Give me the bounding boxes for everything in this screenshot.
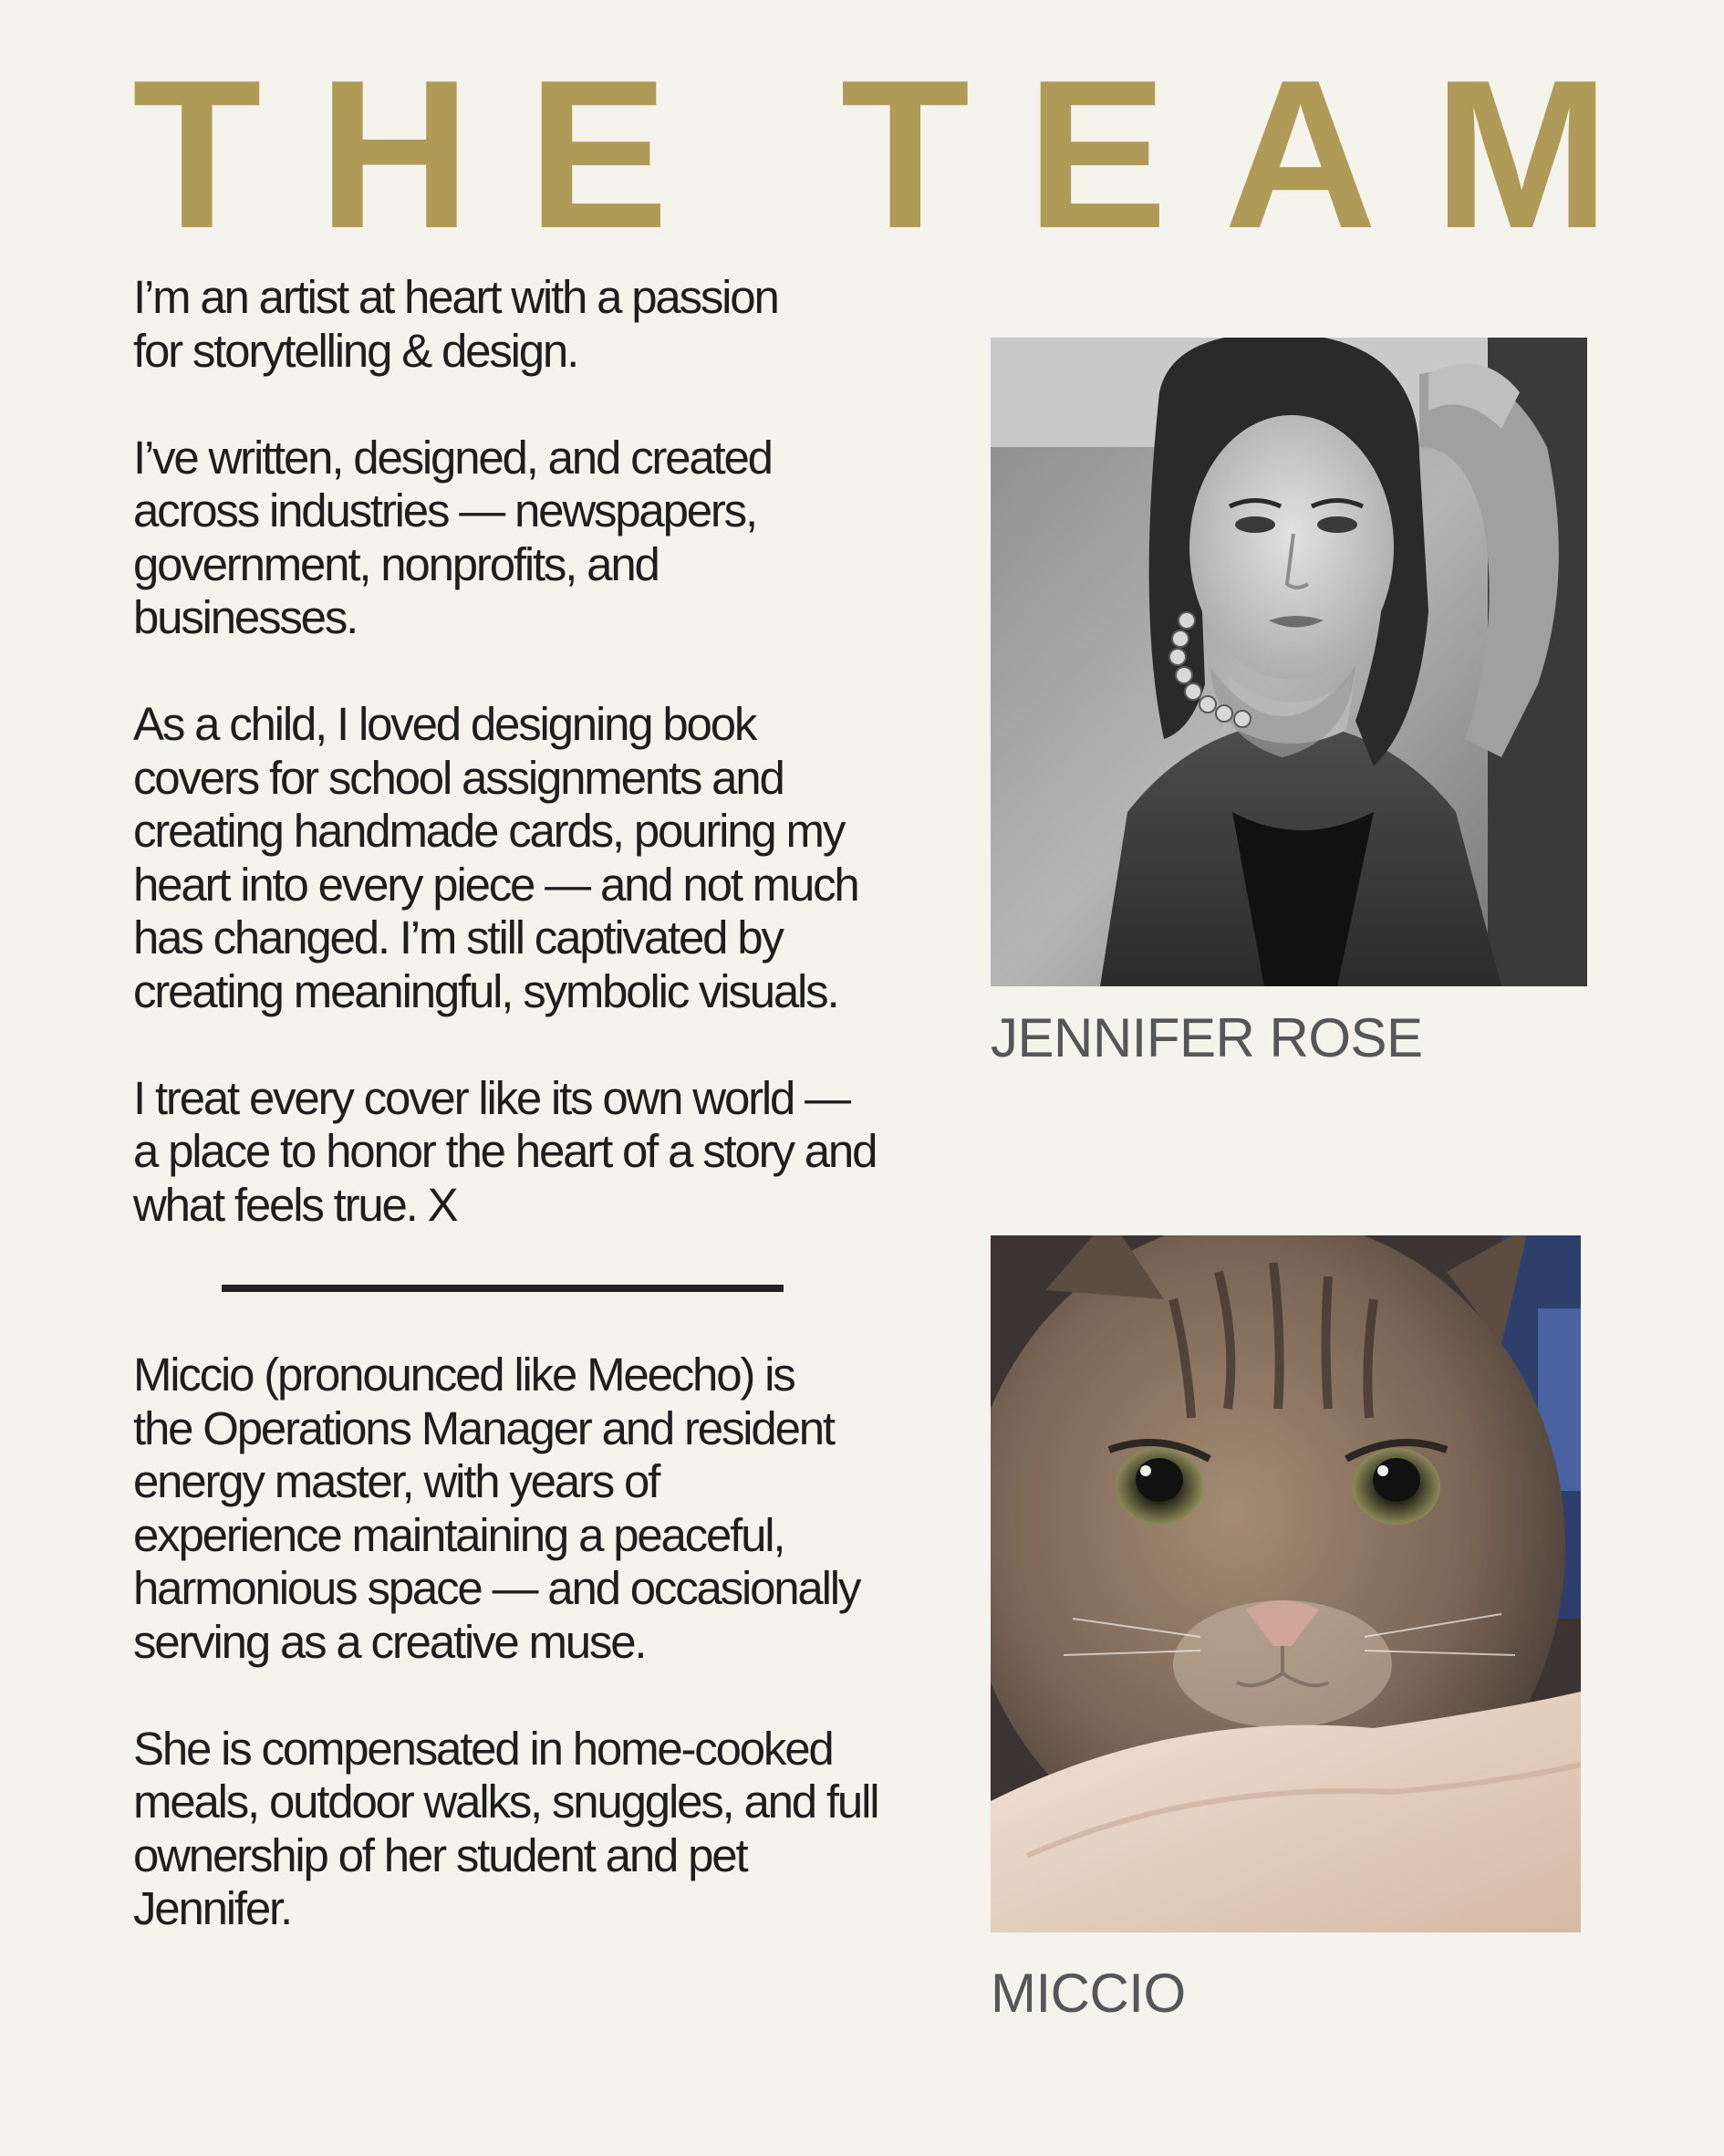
miccio-name-caption: MICCIO bbox=[991, 1963, 1186, 2024]
miccio-bio-text: Miccio (pronounced like Meecho) is the Operations Manager and resident energy master, with years of experience maintaining a peaceful, harmonious space — and occasionally serving as a creative muse. She is compensated in home-cooked meals, outdoor walks, snuggles, and full ownership of her student and pet Jennifer. bbox=[133, 1349, 878, 1934]
jennifer-name-caption: JENNIFER ROSE bbox=[991, 1007, 1423, 1068]
jennifer-portrait-photo bbox=[991, 338, 1587, 986]
page-title: THE TEAM bbox=[132, 36, 1667, 273]
section-divider bbox=[222, 1285, 784, 1292]
miccio-cat-photo bbox=[991, 1235, 1581, 1932]
jennifer-bio-text: I’m an artist at heart with a passion for storytelling & design. I’ve written, designed, and created across industries — newspapers, government, nonprofits, and businesses. As a child, I loved designing book covers for school assignments and creating handmade cards, pouring my heart into every piece — and not much has changed. I’m still captivated by creating meaningful, symbolic visuals. I treat every cover like its own world — a place to honor the heart of a story and what feels true. X bbox=[133, 271, 877, 1231]
